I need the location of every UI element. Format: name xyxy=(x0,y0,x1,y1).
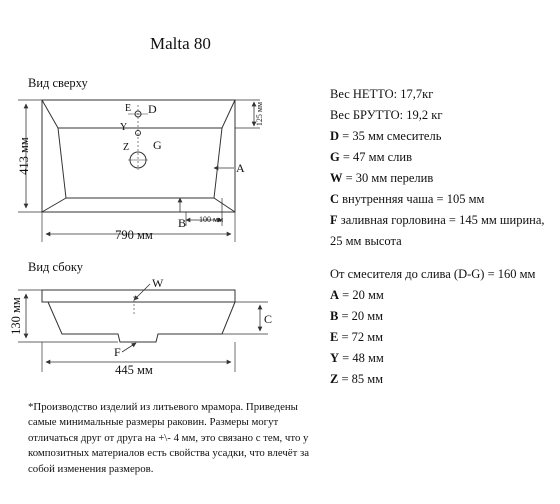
spec-line xyxy=(330,348,535,369)
marker-a: A xyxy=(236,161,245,175)
spec-text: заливная горловина = 145 мм ширина, xyxy=(337,213,545,227)
spec-line xyxy=(330,168,545,189)
marker-c: C xyxy=(264,312,273,326)
spec-line xyxy=(330,231,545,252)
marker-g: G xyxy=(153,138,162,152)
width-side-dimension: 445 мм xyxy=(115,363,153,377)
spec-text: = 85 мм xyxy=(338,372,384,386)
width-top-dimension: 790 мм xyxy=(115,228,153,242)
specs-list-1 xyxy=(330,84,545,252)
spec-key: C xyxy=(330,192,340,206)
spec-line xyxy=(330,84,545,105)
height-top-dimension: 413 мм xyxy=(17,137,31,175)
spec-line xyxy=(330,147,545,168)
spec-line xyxy=(330,327,535,348)
spec-text: = 47 мм слив xyxy=(339,150,412,164)
side-view-drawing xyxy=(18,284,268,372)
spec-text: = 48 мм xyxy=(339,351,384,365)
spec-text: внутренняя чаша = 105 мм xyxy=(339,192,485,206)
small-bottom-dimension: 100 мм xyxy=(199,215,224,224)
spec-key: F xyxy=(330,213,338,227)
height-side-dimension: 130 мм xyxy=(9,297,23,335)
basin-outline xyxy=(58,128,222,198)
spec-line xyxy=(330,306,535,327)
page-title: Malta 80 xyxy=(150,34,211,53)
spec-line xyxy=(330,210,545,231)
spec-line xyxy=(330,264,535,285)
small-right-dimension: 125 мм xyxy=(255,101,264,127)
marker-y: Y xyxy=(120,122,128,133)
spec-key: W xyxy=(330,171,343,185)
spec-key: Z xyxy=(330,372,339,386)
spec-key: B xyxy=(330,309,339,323)
marker-d: D xyxy=(148,102,157,116)
spec-line xyxy=(330,105,545,126)
marker-z: Z xyxy=(123,142,130,153)
spec-line xyxy=(330,369,535,390)
spec-key: D xyxy=(330,129,340,143)
footnote: *Производство изделий из литьевого мрамора. Приведены самые минимальные размеры раковин. Размеры могут отличаться друг от друга на +\- 4 мм, это связано с тем, что у композитных материалов есть свойства усадки, что влечёт за собой изменения размеров. xyxy=(28,401,310,475)
spec-text: = 35 мм смеситель xyxy=(339,129,442,143)
spec-key: E xyxy=(330,330,339,344)
spec-line xyxy=(330,189,545,210)
spec-text: = 30 мм перелив xyxy=(342,171,434,185)
spec-text: Вес НЕТТО: 17,7кг xyxy=(330,87,434,101)
marker-b: B xyxy=(178,216,187,230)
spec-text: Вес БРУТТО: 19,2 кг xyxy=(330,108,443,122)
spec-text: От смесителя до слива (D-G) = 160 мм xyxy=(330,267,536,281)
spec-text: = 20 мм xyxy=(338,309,384,323)
spec-line xyxy=(330,126,545,147)
side-view-label: Вид сбоку xyxy=(28,260,83,274)
marker-w: W xyxy=(152,276,164,290)
bowl-profile xyxy=(48,302,235,342)
marker-f: F xyxy=(114,345,121,359)
spec-text: 25 мм высота xyxy=(330,234,402,248)
top-view-label: Вид сверху xyxy=(28,76,88,90)
spec-key: A xyxy=(330,288,340,302)
spec-key: Y xyxy=(330,351,340,365)
marker-e: E xyxy=(125,103,132,114)
spec-text: = 20 мм xyxy=(339,288,384,302)
spec-key: G xyxy=(330,150,340,164)
top-view-drawing xyxy=(18,100,260,242)
spec-line xyxy=(330,285,535,306)
spec-text: = 72 мм xyxy=(338,330,384,344)
specs-list-2 xyxy=(330,264,535,390)
